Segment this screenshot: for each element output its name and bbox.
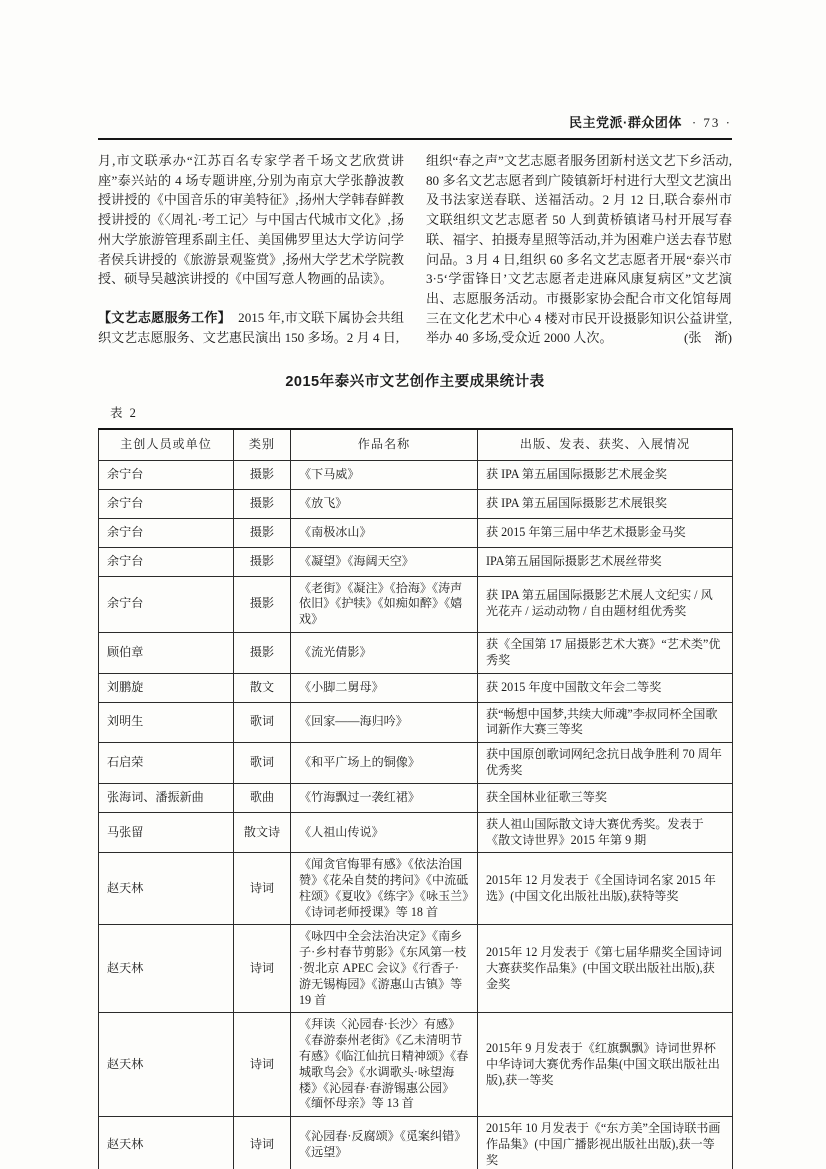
table-cell: 获中国原创歌词网纪念抗日战争胜利 70 周年优秀奖 [478, 743, 733, 784]
table-row [99, 673, 733, 702]
table-cell: 散文诗 [234, 812, 291, 853]
table-cell: 赵天林 [99, 853, 234, 925]
table-cell: 《凝望》《海阔天空》 [291, 547, 478, 576]
table-cell: 摄影 [234, 460, 291, 489]
table-cell: 获 2015 年第三届中华艺术摄影金马奖 [478, 518, 733, 547]
table-cell: 2015年 10 月发表于《“东方美”全国诗联书画作品集》(中国广播影视出版社出版),获一等奖 [478, 1117, 733, 1169]
table-cell: 获“畅想中国梦,共续大师魂”李叔同杯全国歌词新作大赛三等奖 [478, 702, 733, 743]
table-cell: 余宁台 [99, 547, 234, 576]
table-row [99, 1117, 733, 1169]
table-cell: 《咏四中全会法治决定》《南乡子·乡村春节剪影》《东风第一枝·贺北京 APEC 会议》《行香子·游无锡梅园》《游惠山古镇》等 19 首 [291, 925, 478, 1013]
table-cell: 马张留 [99, 812, 234, 853]
entry-text: 2015 年,市文联下属协会共组织文艺志愿服务、文艺惠民演出 150 多场。2 月 4 日, [98, 309, 405, 345]
body-text [98, 151, 732, 348]
page-number: · 73 · [691, 115, 732, 130]
header-row [99, 429, 733, 460]
table-cell: 歌词 [234, 743, 291, 784]
table-row [99, 518, 733, 547]
table-cell: 石启荣 [99, 743, 234, 784]
table-cell: 赵天林 [99, 1117, 234, 1169]
table-cell: 诗词 [234, 1117, 291, 1169]
table-row [99, 812, 733, 853]
table-row [99, 743, 733, 784]
column-header-work-title: 作品名称 [291, 429, 478, 460]
table-cell: 获 2015 年度中国散文年会二等奖 [478, 673, 733, 702]
table-cell: 顾伯章 [99, 632, 234, 673]
table-cell: 2015年 12 月发表于《第七届华鼎奖全国诗词大赛获奖作品集》(中国文联出版社出版),获金奖 [478, 925, 733, 1013]
paragraph-continuation: 月,市文联承办“江苏百名专家学者千场文艺欣赏讲座”泰兴站的 4 场专题讲座,分别为南京大学张静波教授讲授的《中国音乐的审美特征》,扬州大学韩春鲜教授讲授的《〈周礼·考工记〉与中国古代城市文化》,扬州大学旅游管理系副主任、美国佛罗里达大学访问学者侯兵讲授的《旅游景观鉴赏》,扬州大学艺术学院教授、硕导吴越滨讲授的《中国写意人物画的品读》。 [98, 153, 404, 287]
running-head [98, 112, 732, 131]
header-rule [98, 138, 732, 140]
table-title: 2015年泰兴市文艺创作主要成果统计表 [285, 374, 545, 391]
table-row [99, 489, 733, 518]
column-header-awards: 出版、发表、获奖、入展情况 [478, 429, 733, 460]
results-table-body [99, 460, 733, 1169]
table-row [99, 702, 733, 743]
table-cell: 《小脚二舅母》 [291, 673, 478, 702]
text-column-left [98, 151, 404, 348]
table-cell: 2015年 9 月发表于《红旗飘飘》诗词世界杯中华诗词大赛优秀作品集(中国文联出版社出版),获一等奖 [478, 1013, 733, 1117]
author-signature: (张 渐) [683, 330, 732, 346]
column-header-category: 类别 [234, 429, 291, 460]
section-title: 民主党派·群众团体 [568, 115, 682, 130]
table-cell: 《老街》《凝注》《拾海》《涛声依旧》《护犊》《如痴如醉》《嬉戏》 [291, 576, 478, 632]
table-row [99, 632, 733, 673]
paragraph-volunteer-work [98, 308, 404, 347]
table-cell: 散文 [234, 673, 291, 702]
table-cell: 歌曲 [234, 783, 291, 812]
table-cell: 2015年 12 月发表于《全国诗词名家 2015 年选》(中国文化出版社出版),获特等奖 [478, 853, 733, 925]
results-table-head [99, 429, 733, 460]
table-row [99, 925, 733, 1013]
table-cell: 《南极冰山》 [291, 518, 478, 547]
table-cell: 获 IPA 第五届国际摄影艺术展银奖 [478, 489, 733, 518]
table-cell: 《和平广场上的铜像》 [291, 743, 478, 784]
table-cell: 余宁台 [99, 576, 234, 632]
table-cell: 余宁台 [99, 460, 234, 489]
results-table [98, 428, 733, 1169]
table-cell: 获全国林业征歌三等奖 [478, 783, 733, 812]
table-cell: 《回家——海归吟》 [291, 702, 478, 743]
table-cell: 赵天林 [99, 1013, 234, 1117]
table-row [99, 547, 733, 576]
table-cell: 摄影 [234, 632, 291, 673]
table-cell: 余宁台 [99, 489, 234, 518]
text-column-right [426, 151, 732, 348]
table-cell: 《拜读〈沁园春·长沙〉有感》《春游泰州老街》《乙未清明节有感》《临江仙抗日精神颂》《春城歌鸟会》《水调歌头·咏望海楼》《沁园春·春游锡惠公园》《缅怀母亲》等 13 首 [291, 1013, 478, 1117]
column-header-creator: 主创人员或单位 [99, 429, 234, 460]
table-cell: 《放飞》 [291, 489, 478, 518]
table-row [99, 1013, 733, 1117]
table-cell: 刘鹏旋 [99, 673, 234, 702]
table-row [99, 460, 733, 489]
table-cell: 摄影 [234, 489, 291, 518]
table-cell: 《沁园春·反腐颂》《觅案纠错》《远望》 [291, 1117, 478, 1169]
table-cell: IPA第五届国际摄影艺术展丝带奖 [478, 547, 733, 576]
table-cell: 刘明生 [99, 702, 234, 743]
table-cell: 获《全国第 17 届摄影艺术大赛》“艺术类”优秀奖 [478, 632, 733, 673]
table-cell: 《人祖山传说》 [291, 812, 478, 853]
table-cell: 《闻贪官悔罪有感》《依法治国赞》《花朵自焚的拷问》《中流砥柱颂》《夏收》《练字》《咏玉兰》《诗词老师授课》等 18 首 [291, 853, 478, 925]
table-row [99, 576, 733, 632]
table-cell: 摄影 [234, 576, 291, 632]
table-cell: 摄影 [234, 518, 291, 547]
table-cell: 获 IPA 第五届国际摄影艺术展金奖 [478, 460, 733, 489]
table-cell: 歌词 [234, 702, 291, 743]
table-row [99, 853, 733, 925]
table-cell: 诗词 [234, 1013, 291, 1117]
paragraph-right-text: 组织“春之声”文艺志愿者服务团新村送文艺下乡活动,80 多名文艺志愿者到广陵镇新圩村进行大型文艺演出及书法家送春联、送福活动。2 月 12 日,联合泰州市文联组织文艺志愿者 50 人到黄桥镇诸马村开展写春联、福字、拍摄寿星照等活动,并为困难户送去春节慰问品。3 月 4 日,组织 60 多名文艺志愿者开展“泰兴市 3·5‘学雷锋日’文艺志愿者走进麻风康复病区”文艺演出、志愿服务活动。市摄影家协会配合市文化馆每周三在文化艺术中心 4 楼对市民开设摄影知识公益讲堂,举办 40 多场,受众近 2000 人次。 [426, 153, 732, 346]
table-cell: 《下马威》 [291, 460, 478, 489]
table-cell: 余宁台 [99, 518, 234, 547]
table-cell: 赵天林 [99, 925, 234, 1013]
page-content [98, 112, 732, 1169]
table-label: 表 2 [110, 406, 138, 421]
table-cell: 《竹海飘过一袭红裙》 [291, 783, 478, 812]
paragraph-right [426, 151, 732, 348]
table-cell: 诗词 [234, 853, 291, 925]
table-cell: 获人祖山国际散文诗大赛优秀奖。发表于《散文诗世界》2015 年第 9 期 [478, 812, 733, 853]
entry-label: 【文艺志愿服务工作】 [98, 309, 231, 325]
table-cell: 《流光倩影》 [291, 632, 478, 673]
table-cell: 获 IPA 第五届国际摄影艺术展人文纪实 / 风光花卉 / 运动动物 / 自由题材组优秀奖 [478, 576, 733, 632]
table-cell: 摄影 [234, 547, 291, 576]
table-row [99, 783, 733, 812]
table-cell: 诗词 [234, 925, 291, 1013]
table-cell: 张海词、潘振新曲 [99, 783, 234, 812]
